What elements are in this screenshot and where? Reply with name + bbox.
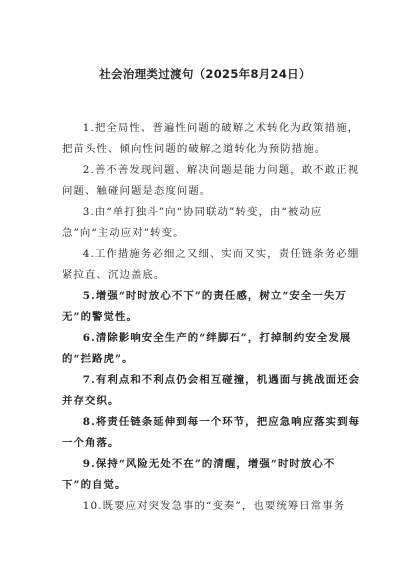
list-item: 9.保持“风险无处不在”的清醒，增强“时时放心不下”的自觉。 xyxy=(62,458,336,491)
list-item: 4.工作措施务必细之又细、实而又实，责任链条务必绷紧拉直、沉边盖底。 xyxy=(62,248,360,281)
list-item: 5.增强“时时放心不下”的责任感，树立“安全一失万无”的警觉性。 xyxy=(62,290,347,323)
list-item: 8.将责任链条延伸到每一个环节，把应急响应落实到每一个角落。 xyxy=(62,416,361,449)
list-item: 6.清除影响安全生产的“绊脚石”，打掉制约安全发展的“拦路虎”。 xyxy=(62,332,352,365)
list-item: 7.有利点和不利点仍会相互碰撞，机遇面与挑战面还会并存交织。 xyxy=(62,374,361,407)
sentence-list xyxy=(62,118,362,517)
document-title: 社会治理类过渡句（2025年8月24日） xyxy=(99,67,311,81)
list-item: 2.善不善发现问题、解决问题是能力问题，敢不敢正视问题、触碰问题是态度问题。 xyxy=(62,164,360,197)
list-item: 10.既要应对突发急事的“变奏”，也要统筹日常事务 xyxy=(82,500,346,512)
list-item: 1.把全局性、普遍性问题的破解之术转化为政策措施，把苗头性、倾向性问题的破解之道转化为预防措施。 xyxy=(62,122,360,155)
list-item: 3.由“单打独斗”向“协同联动”转变，由“被动应急”向“主动应对”转变。 xyxy=(62,206,323,239)
